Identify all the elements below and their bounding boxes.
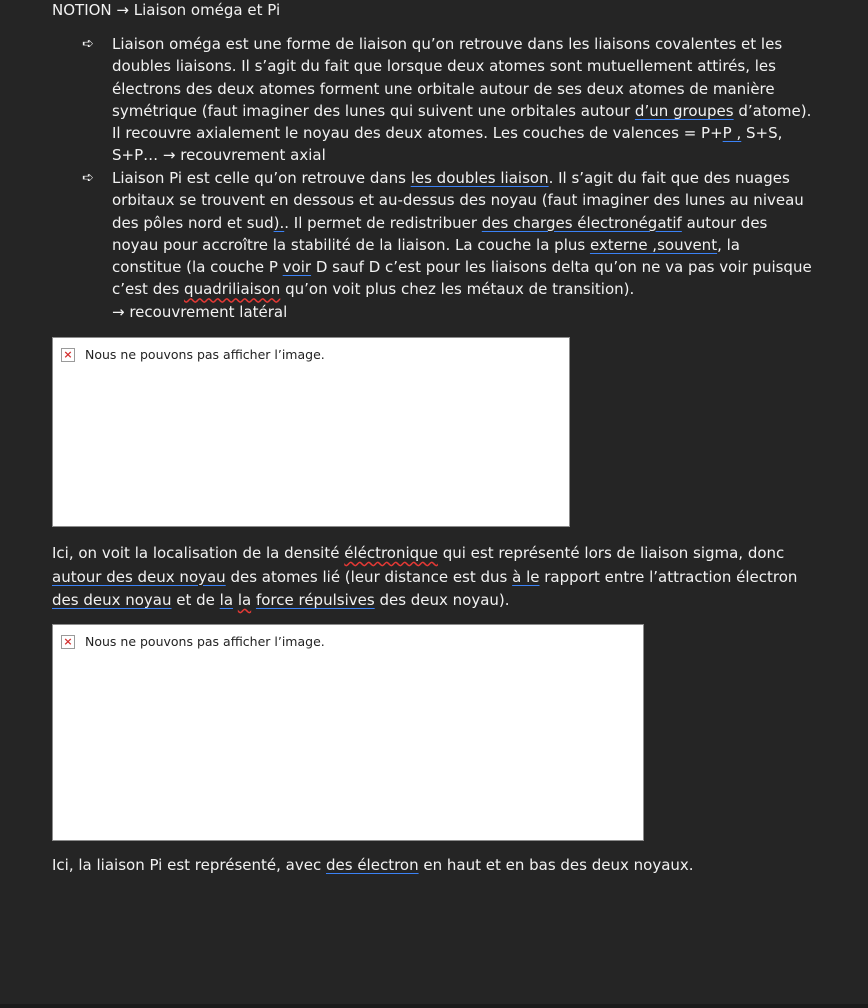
image-error bbox=[61, 347, 325, 362]
broken-image-icon: × bbox=[61, 348, 75, 362]
grammar-flag[interactable]: voir bbox=[282, 258, 312, 277]
bullet-text bbox=[112, 33, 812, 167]
grammar-flag[interactable]: ). bbox=[273, 213, 285, 232]
image-placeholder-sigma[interactable] bbox=[52, 337, 570, 527]
text-run: S+S, S+P… → recouvrement axial bbox=[112, 124, 783, 165]
grammar-flag[interactable]: externe ,souvent bbox=[589, 235, 718, 254]
text-run: Ici, la liaison Pi est représenté, avec bbox=[52, 856, 326, 874]
grammar-flag[interactable]: les doubles liaison bbox=[410, 169, 549, 187]
paragraph-sigma-explanation bbox=[52, 542, 812, 613]
spelling-flag[interactable]: quadriliaison bbox=[184, 280, 281, 299]
text-run: des deux noyau). bbox=[374, 591, 510, 609]
page-bottom-edge bbox=[0, 1004, 868, 1008]
text-run: Ici, on voit la localisation de la densité bbox=[52, 544, 345, 562]
text-run: rapport entre l’attraction électron bbox=[539, 567, 798, 586]
text-run: , la constitue (la couche P bbox=[112, 235, 740, 277]
text-run: → recouvrement latéral bbox=[112, 302, 288, 321]
bullet-liaison-omega bbox=[82, 33, 812, 167]
bullet-text bbox=[112, 167, 812, 323]
document-title: NOTION → Liaison oméga et Pi bbox=[52, 1, 281, 19]
text-run: qui est représenté lors de liaison sigma, donc bbox=[437, 544, 785, 562]
grammar-flag[interactable]: des charges électronégatif bbox=[481, 213, 682, 232]
image-placeholder-pi[interactable] bbox=[52, 624, 644, 841]
arrow-bullet-icon: ➪ bbox=[82, 36, 94, 52]
text-run: en haut et en bas des deux noyaux. bbox=[418, 856, 694, 874]
text-run: d’atome). Il recouvre axialement le noyau des deux atomes. Les couches de valences = P+ bbox=[112, 101, 812, 143]
paragraph-pi-explanation bbox=[52, 854, 812, 878]
text-run: . Il s’agit du fait que des nuages orbitaux se trouvent en dessous et au-dessus des noyau (faut imaginer des lunes au niveau des pôles nord et sud bbox=[112, 169, 804, 232]
arrow-bullet-icon: ➪ bbox=[82, 170, 94, 186]
grammar-flag[interactable]: P , bbox=[722, 124, 742, 143]
text-run: et de bbox=[171, 591, 220, 609]
image-error bbox=[61, 634, 325, 649]
image-error-text: Nous ne pouvons pas afficher l’image. bbox=[85, 634, 325, 649]
grammar-flag[interactable]: autour des deux noyau bbox=[52, 567, 226, 586]
spelling-flag[interactable]: la bbox=[237, 591, 252, 609]
text-run: . Il permet de redistribuer bbox=[284, 213, 482, 232]
grammar-flag[interactable]: des deux noyau bbox=[52, 591, 172, 609]
text-run: qu’on voit plus chez les métaux de transition). bbox=[280, 280, 635, 299]
image-error-text: Nous ne pouvons pas afficher l’image. bbox=[85, 347, 325, 362]
text-run: autour des noyau pour accroître la stabilité de la liaison. La couche la plus bbox=[112, 213, 768, 254]
grammar-flag[interactable]: des électron bbox=[325, 856, 419, 874]
broken-image-icon: × bbox=[61, 635, 75, 649]
grammar-flag[interactable]: force répulsives bbox=[255, 591, 375, 609]
bullet-liaison-pi bbox=[82, 167, 812, 323]
text-run: Liaison oméga est une forme de liaison qu’on retrouve dans les liaisons covalentes et les doubles liaisons. Il s’agit du fait que lorsque deux atomes sont mutuellement attirés, les électrons des deux atomes forment une orbitale autour de ses deux atomes de manière symétrique (faut imaginer des lunes qui suivent une orbitales autour bbox=[112, 35, 783, 120]
text-run: D sauf D c’est pour les liaisons delta qu’on ne va pas voir puisque c’est des bbox=[112, 258, 812, 299]
spelling-flag[interactable]: éléctronique bbox=[344, 544, 438, 562]
grammar-flag[interactable]: la bbox=[219, 591, 234, 609]
text-run: Liaison Pi est celle qu’on retrouve dans bbox=[112, 169, 411, 187]
grammar-flag[interactable]: à le bbox=[512, 567, 540, 586]
text-run: des atomes lié (leur distance est dus bbox=[225, 567, 513, 586]
grammar-flag[interactable]: d’un groupes bbox=[634, 101, 734, 120]
